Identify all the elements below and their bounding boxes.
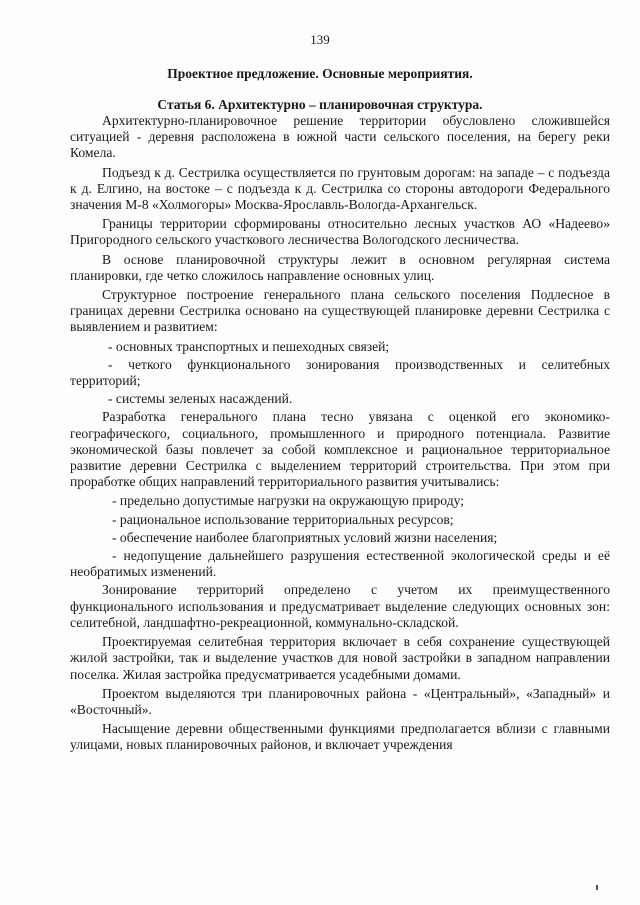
list-item: - основных транспортных и пешеходных связей; — [108, 338, 390, 354]
list-item: - предельно допустимые нагрузки на окружающую природу; — [112, 493, 465, 509]
list-item: - недопущение дальнейшего разрушения естественной экологической среды и её необратимых изменений. — [70, 548, 610, 580]
paragraph: Структурное построение генерального плана сельского поселения Подлесное в границах деревни Сестрилка основано на существующей планировке деревни Сестрилка с выявлением и развитием: — [70, 287, 610, 335]
paragraph: Границы территории сформированы относительно лесных участков АО «Надеево» Пригородного сельского участкового лесничества Вологодского лесничества. — [70, 216, 610, 248]
page-number: 139 — [310, 32, 330, 47]
list-item: - рациональное использование территориальных ресурсов; — [112, 511, 454, 527]
list-item: - обеспечение наиболее благоприятных условий жизни населения; — [112, 529, 498, 545]
paragraph: Зонирование территорий определено с учетом их преимущественного функционального использования и предусматривает выделение следующих основных зон: селитебной, ландшафтно-рекреационной, коммунально-складской. — [70, 582, 610, 630]
scan-mark — [596, 885, 598, 890]
paragraph: Подъезд к д. Сестрилка осуществляется по грунтовым дорогам: на западе – с подъезда к д. Елгино, на востоке – с подъезда к д. Сестрилка со стороны автодороги Федерального значения М-8 «Холмогоры» Москва-Ярославль-Вологда-Архангельск. — [70, 164, 610, 213]
section-heading: Проектное предложение. Основные мероприятия. — [167, 66, 473, 81]
list-item: - четкого функционального зонирования производственных и селитебных территорий; — [70, 356, 610, 389]
paragraph: Проектом выделяются три планировочных района - «Центральный», «Западный» и «Восточный». — [70, 685, 610, 717]
article-heading: Статья 6. Архитектурно – планировочная структура. — [157, 97, 483, 112]
paragraph: Разработка генерального плана тесно увязана с оценкой его экономико-географического, социального, промышленного и природного потенциала. Развитие экономической базы повлечет за собой комплексное и рациональное территориальное развитие деревни Сестрилка с выделением территорий строительства. При этом при проработке общих направлений территориального развития учитывались: — [70, 409, 610, 490]
paragraph: Насыщение деревни общественными функциями предполагается вблизи с главными улицами, новых планировочных районов, и включает учреждения — [70, 721, 610, 753]
body-text — [70, 113, 610, 757]
paragraph: В основе планировочной структуры лежит в основном регулярная система планировки, где четко сложилось направление основных улиц. — [70, 251, 610, 283]
paragraph: Архитектурно-планировочное решение территории обусловлено сложившейся ситуацией - деревня расположена в южной части сельского поселения, на берегу реки Комела. — [70, 113, 610, 161]
paragraph: Проектируемая селитебная территория включает в себя сохранение существующей жилой застройки, так и выделение участков для новой застройки в западном направлении поселка. Жилая застройка предусматривается усадебными домами. — [70, 634, 610, 682]
list-item: - системы зеленых насаждений. — [108, 391, 293, 407]
